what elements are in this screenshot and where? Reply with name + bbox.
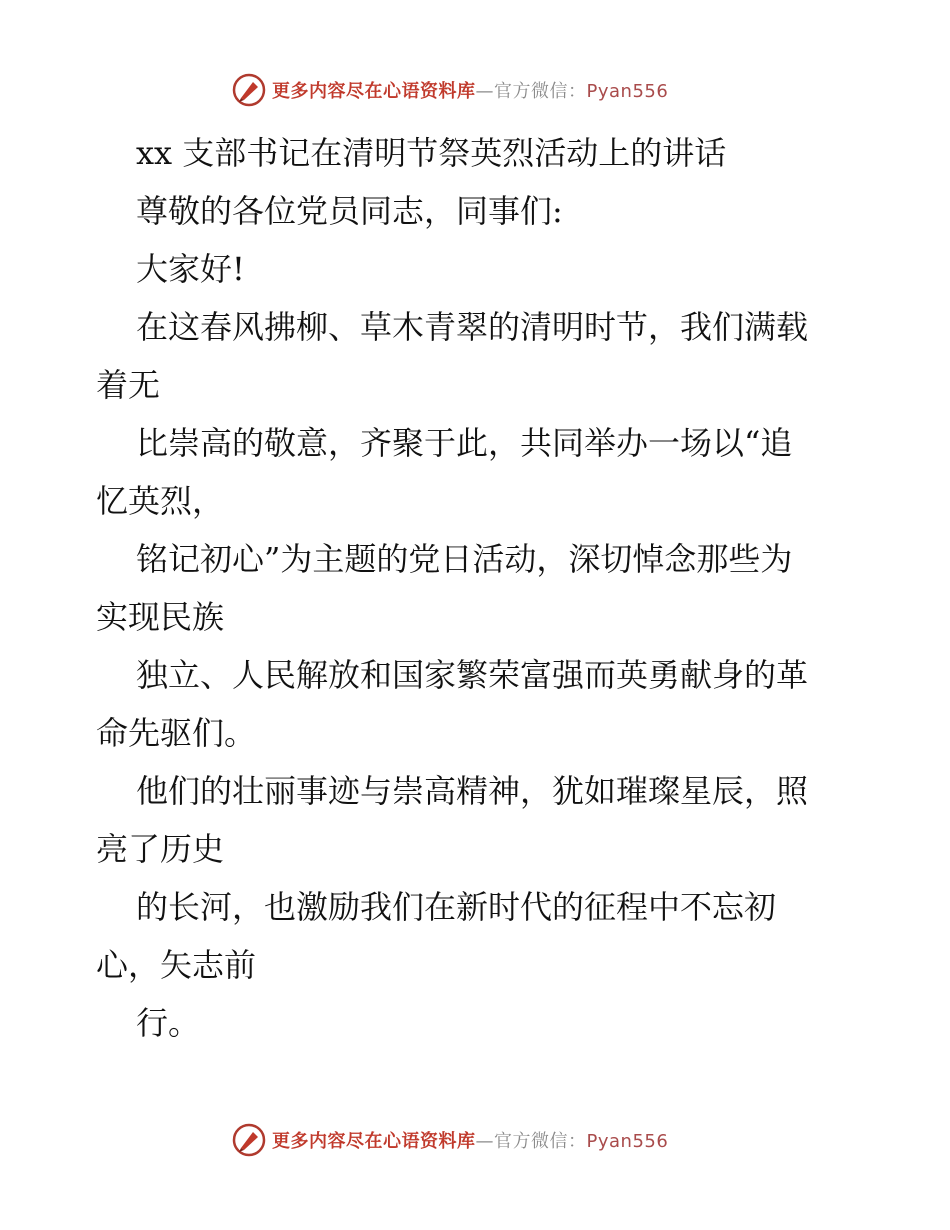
body-line: 实现民族 <box>96 598 225 636</box>
banner-separator: — <box>475 81 494 102</box>
body-line: 铭记初心”为主题的党日活动，深切悼念那些为 <box>136 540 793 578</box>
banner-wechat-label: 官方微信： <box>494 1131 587 1152</box>
banner-promo: 更多内容尽在心语资料库 <box>272 1131 476 1152</box>
body-line: 忆英烈， <box>96 482 225 520</box>
body-line: 在这春风拂柳、草木青翠的清明时节，我们满载 <box>136 308 809 346</box>
footer-banner <box>232 1122 668 1158</box>
body-line: 命先驱们。 <box>96 714 257 752</box>
document-title: xx 支部书记在清明节祭英烈活动上的讲话 <box>136 134 727 172</box>
body-line: 亮了历史 <box>96 830 225 868</box>
banner-wechat-label: 官方微信： <box>494 81 587 102</box>
body-line: 比崇高的敬意，齐聚于此，共同举办一场以“追 <box>136 424 793 462</box>
banner-text <box>272 1127 668 1153</box>
banner-wechat-id: Pyan556 <box>586 81 669 102</box>
pen-nib-logo-icon <box>232 73 266 107</box>
banner-text <box>272 77 668 103</box>
header-banner <box>232 72 668 108</box>
document-body <box>96 124 856 1052</box>
pen-nib-logo-icon <box>232 1123 266 1157</box>
banner-separator: — <box>475 1131 494 1152</box>
banner-wechat-id: Pyan556 <box>586 1131 669 1152</box>
body-line: 行。 <box>136 1004 201 1042</box>
body-line: 的长河，也激励我们在新时代的征程中不忘初 <box>136 888 777 926</box>
greeting: 大家好! <box>136 250 245 288</box>
body-line: 着无 <box>96 366 161 404</box>
body-line: 他们的壮丽事迹与崇高精神，犹如璀璨星辰，照 <box>136 772 809 810</box>
banner-promo: 更多内容尽在心语资料库 <box>272 81 476 102</box>
body-line: 心，矢志前 <box>96 946 257 984</box>
body-line: 独立、人民解放和国家繁荣富强而英勇献身的革 <box>136 656 809 694</box>
salutation: 尊敬的各位党员同志，同事们: <box>136 192 563 230</box>
